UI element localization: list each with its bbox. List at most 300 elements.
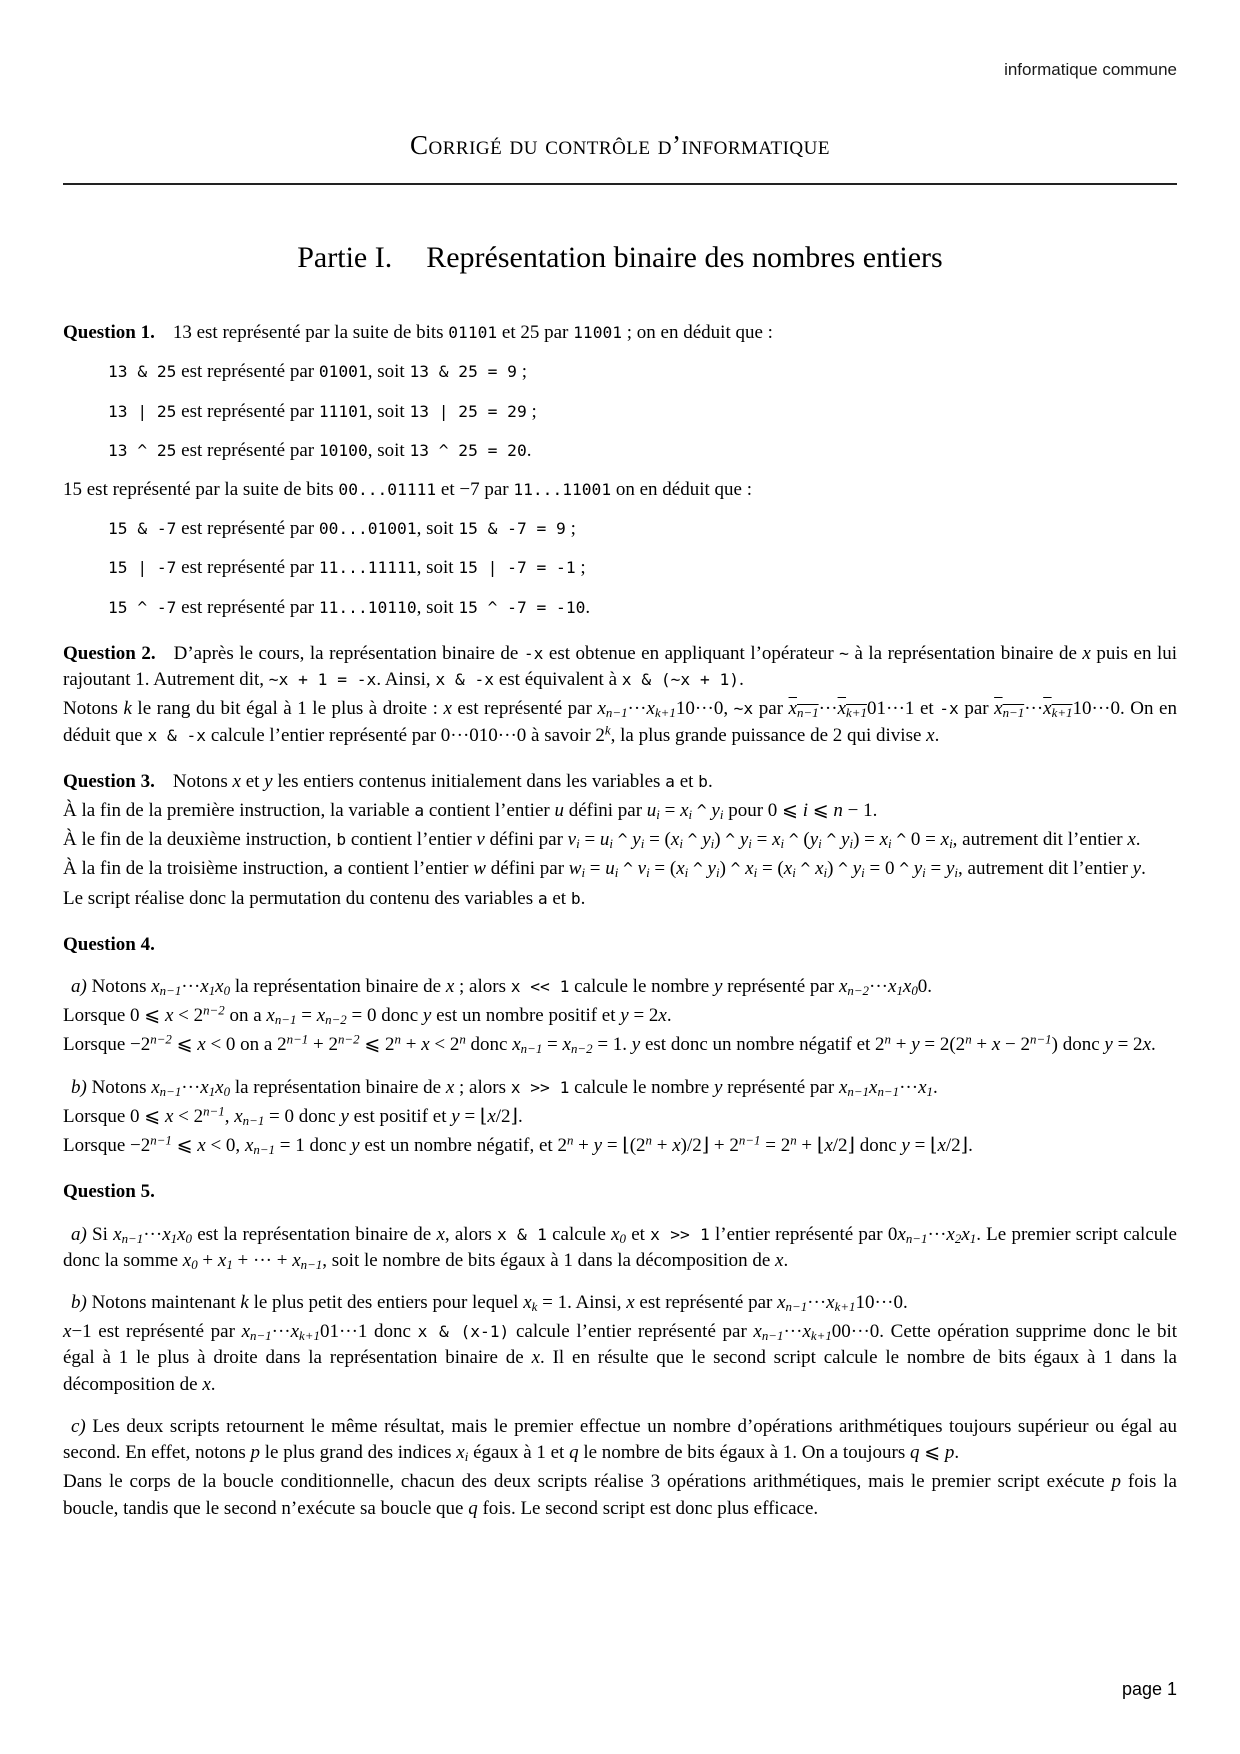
- math-var: n: [833, 799, 843, 821]
- math-subscript: n−2: [570, 1041, 593, 1057]
- math-var: y: [707, 858, 716, 880]
- math-var: x: [879, 829, 889, 851]
- math-var: x: [151, 1076, 160, 1098]
- math-var: v: [476, 829, 485, 851]
- math-var: y: [451, 1105, 460, 1127]
- question-1: Question 1. 13 est représenté par la suite de bits 01101 et 25 par 11001 ; on en déduit que :: [63, 322, 773, 344]
- inline-code: ^: [623, 859, 633, 879]
- math-var: x: [241, 1321, 250, 1343]
- math-subscript: n−1: [250, 1328, 272, 1344]
- math-var: y: [1132, 858, 1142, 880]
- math-var: x: [946, 1223, 955, 1245]
- math-var: x: [197, 1034, 206, 1056]
- q1-item-or-neg: 15 | -7 est représenté par 11...11111, soit 15 | -7 = -1 ;: [108, 557, 586, 579]
- math-var: y: [422, 1005, 432, 1027]
- math-subscript: i: [888, 836, 892, 852]
- math-var: y: [632, 829, 641, 851]
- math-var: x: [200, 976, 209, 998]
- math-var: x: [676, 858, 685, 880]
- math-var: y: [351, 1135, 360, 1157]
- inline-code: x & (~x + 1): [621, 670, 740, 690]
- q1-item-or: 13 | 25 est représenté par 11101, soit 13 | 25 = 29 ;: [108, 400, 537, 422]
- math-var: u: [554, 799, 564, 821]
- math-var: x: [445, 1076, 455, 1098]
- math-var: x: [777, 1292, 786, 1313]
- math-var: x: [487, 1105, 496, 1127]
- math-var: x: [926, 724, 935, 746]
- inline-code: ^: [899, 859, 909, 879]
- math-var: x: [436, 1223, 445, 1245]
- math-subscript: n−2: [847, 983, 870, 999]
- inline-code: b: [336, 830, 347, 850]
- inline-code: x & (x-1): [417, 1322, 510, 1342]
- inline-code: ^: [730, 859, 741, 879]
- math-superscript: n: [790, 1132, 797, 1148]
- math-var: x: [177, 1223, 186, 1245]
- q4-a: a) Notons $x_{n-1}\cdot\cdot\cdot x_1x_0$ la représentation binaire de x ; alors x << 1 calcule le nombre y représenté par $x_{n-2}\cdot\cdot\cdot x_1x_00$.: [71, 976, 933, 999]
- math-subscript: 1: [226, 1256, 233, 1272]
- math-var: x: [316, 1005, 326, 1027]
- inline-code: 00...01111: [338, 479, 437, 499]
- inline-code: x >> 1: [510, 1077, 570, 1097]
- math-var: x: [523, 1292, 532, 1313]
- math-var: y: [809, 829, 819, 851]
- math-var: y: [711, 799, 720, 821]
- math-var: x: [1043, 698, 1052, 720]
- math-subscript: 0: [911, 983, 918, 999]
- math-subscript: k: [531, 1299, 538, 1315]
- math-subscript: i: [954, 865, 959, 881]
- inline-code: 13 & 25 = 9: [409, 362, 517, 382]
- math-subscript: i: [581, 865, 586, 881]
- math-subscript: n−2: [325, 1012, 347, 1028]
- inline-code: ~x + 1 = -x: [268, 670, 377, 690]
- math-superscript: n: [394, 1031, 401, 1047]
- q5-a: a) Si $x_{n-1}\cdot\cdot\cdot x_1x_0$ est la représentation binaire de x, alors x & 1 calcule $x_0$ et x >> 1 l’entier représenté par $0x_{n-1}\cdot\cdot\cdot x_2x_1$. Le premier script calcule donc la somme $x_0 + x_1$ + ··· + $x_{n-1}$, soit le nombre de bits égaux à 1 dans la décomposition de x.: [63, 1223, 1177, 1272]
- inline-code: b: [698, 771, 708, 791]
- math-subscript: i: [792, 865, 796, 881]
- math-subscript: k+1: [834, 1299, 856, 1315]
- math-var: x: [292, 1249, 301, 1271]
- math-subscript: i: [780, 836, 785, 852]
- math-subscript: n−1: [796, 705, 819, 721]
- q4-b: b) Notons $x_{n-1}\cdot\cdot\cdot x_1x_0$ la représentation binaire de x ; alors x >> 1 calcule le nombre y représenté par $x_{n-1}x_{n-1}\cdot\cdot\cdot x_1$.: [71, 1076, 938, 1099]
- math-var: x: [994, 698, 1003, 720]
- math-superscript: k: [604, 721, 611, 737]
- inline-code: 11101: [318, 401, 368, 421]
- q3-line-3: À la fin de la troisième instruction, a contient l’entier w défini par $w_i = u_i$ ^ $v_i = (x_i$ ^ $y_i$) ^ $x_i = (x_i$ ^ $x_i$) ^ $y_i = 0$ ^ $y_i = y_i$, autrement dit l’entier y.: [63, 858, 1146, 881]
- math-var: x: [164, 1005, 174, 1027]
- math-var: x: [162, 1223, 171, 1245]
- math-var: x: [838, 976, 848, 998]
- math-var: w: [473, 858, 486, 880]
- math-var: x: [745, 858, 754, 880]
- math-subscript: i: [614, 865, 619, 881]
- inline-code: 13 ^ 25 = 20: [409, 440, 527, 460]
- math-subscript: n−1: [300, 1256, 323, 1272]
- math-var: x: [531, 1347, 540, 1369]
- math-var: y: [945, 858, 955, 880]
- math-var: x: [421, 1034, 430, 1056]
- math-superscript: n: [566, 1132, 574, 1148]
- math-subscript: n−1: [159, 1083, 182, 1099]
- math-subscript: i: [748, 836, 752, 852]
- question-2: Question 2. D’après le cours, la représentation binaire de -x est obtenue en appliquant l’opérateur ~ à la représentation binaire de x puis en lui rajoutant 1. Autrement dit, ~x + 1 = -x. Ainsi, x & -x est équivalent à x & (~x + 1).: [63, 642, 1178, 691]
- math-var: x: [1082, 642, 1091, 664]
- inline-code: ^: [826, 830, 837, 850]
- inline-code: -x: [523, 643, 544, 663]
- math-var: x: [200, 1076, 209, 1098]
- question-label: Question 5.: [63, 1181, 155, 1203]
- math-subscript: k+1: [1051, 705, 1073, 721]
- inline-code: x & -x: [435, 670, 495, 690]
- math-var: x: [164, 1105, 174, 1127]
- part-title: Représentation binaire des nombres entiers: [426, 240, 943, 274]
- q4-b-case-1: Lorsque 0 ⩽ $x < 2^{n-1}$, $x_{n-1} = 0$ donc y est positif et y = ⌊x/2⌋.: [63, 1103, 523, 1128]
- q1-item-and-neg: 15 & -7 est représenté par 00...01001, soit 15 & -7 = 9 ;: [108, 518, 576, 540]
- q1-item-xor-neg: 15 ^ -7 est représenté par 11...10110, soit 15 ^ -7 = -10.: [108, 596, 591, 618]
- question-label: Question 3.: [63, 770, 155, 792]
- math-var: x: [869, 1076, 878, 1098]
- inline-code: ^: [696, 800, 707, 820]
- math-var: x: [197, 1135, 206, 1157]
- math-var: x: [824, 1135, 833, 1157]
- math-subscript: i: [710, 836, 715, 852]
- inline-code: ^: [687, 830, 698, 850]
- math-subscript: n−1: [785, 1299, 808, 1315]
- math-var: x: [902, 976, 912, 998]
- math-var: u: [646, 799, 657, 821]
- math-var: k: [123, 698, 132, 720]
- math-var: x: [775, 1249, 784, 1271]
- math-var: k: [240, 1292, 249, 1313]
- math-subscript: n−1: [520, 1041, 543, 1057]
- math-var: x: [658, 1005, 667, 1027]
- math-subscript: i: [949, 836, 953, 852]
- math-var: x: [940, 829, 950, 851]
- math-var: x: [445, 976, 455, 998]
- math-subscript: i: [679, 836, 683, 852]
- running-header: informatique commune: [1004, 60, 1177, 79]
- math-var: y: [620, 1005, 629, 1027]
- math-subscript: k+1: [810, 1328, 832, 1344]
- inline-code: ~: [839, 643, 849, 663]
- math-var: x: [991, 1034, 1001, 1056]
- inline-code: ^: [896, 830, 907, 850]
- math-var: y: [631, 1034, 641, 1056]
- inline-code: 11001: [573, 323, 623, 343]
- math-subscript: i: [849, 836, 854, 852]
- q5-b-detail: x−1 est représenté par $x_{n-1}\cdot\cdot\cdot x_{k+1}01\cdot\cdot\cdot 1$ donc x & (x-1) calcule l’entier représenté par $x_{n-1}\cdot\cdot\cdot x_{k+1}00\cdot\cdot\cdot 0$. Cette opération supprime donc le bit égal à 1 le plus à droite dans la représentation binaire de x. Il en résulte que le second script calcule le nombre de bits égaux à 1 dans la décomposition de x.: [63, 1321, 1178, 1395]
- math-subscript: 0: [619, 1230, 626, 1246]
- math-var: a): [71, 976, 87, 998]
- question-label: Question 2.: [63, 642, 156, 664]
- math-var: b): [71, 1076, 87, 1098]
- math-var: y: [713, 976, 723, 998]
- math-subscript: k+1: [654, 705, 676, 721]
- math-var: x: [234, 1105, 243, 1127]
- math-var: x: [215, 976, 224, 998]
- math-var: p: [944, 1442, 955, 1464]
- math-var: p: [1111, 1471, 1121, 1493]
- math-var: q: [468, 1497, 478, 1519]
- math-superscript: n−2: [203, 1002, 225, 1018]
- math-superscript: n: [965, 1031, 972, 1047]
- inline-code: a: [537, 888, 548, 908]
- math-var: u: [599, 829, 610, 851]
- inline-code: 00...01001: [318, 519, 417, 539]
- math-subscript: 1: [896, 983, 903, 999]
- question-5: [63, 1179, 1177, 1205]
- math-subscript: i: [464, 1449, 469, 1465]
- inline-code: ^: [788, 830, 799, 850]
- math-subscript: n−1: [761, 1328, 784, 1344]
- inline-code: x << 1: [510, 977, 570, 997]
- math-subscript: i: [719, 807, 724, 823]
- math-var: q: [569, 1442, 579, 1464]
- inline-code: 15 ^ -7 = -10: [458, 597, 586, 617]
- math-var: q: [909, 1442, 920, 1464]
- math-var: y: [901, 1135, 910, 1157]
- inline-code: 01001: [318, 362, 368, 382]
- math-var: x: [63, 1321, 72, 1343]
- inline-code: 15 & -7 = 9: [458, 519, 566, 539]
- math-superscript: n−1: [286, 1031, 309, 1047]
- math-var: y: [702, 829, 711, 851]
- question-label: Question 1.: [63, 322, 155, 344]
- math-subscript: i: [753, 865, 758, 881]
- q3-line-1: À la fin de la première instruction, la variable a contient l’entier u défini par $u_i = x_i$ ^ $y_i$ pour 0 ⩽ i ⩽ n − 1.: [63, 799, 878, 823]
- math-subscript: i: [688, 807, 693, 823]
- math-var: x: [961, 1223, 970, 1245]
- math-var: x: [266, 1005, 275, 1027]
- math-superscript: n−1: [150, 1132, 172, 1148]
- q4-b-case-2: Lorsque $-2^{n-1}$ ⩽ x < 0, $x_{n-1} = 1$ donc y est un nombre négatif, et $2^n + y$ = $⌊(2^n$ + x)/2⌋ + $2^{n-1} = 2^n$ + ⌊x/2⌋ donc y = ⌊x/2⌋.: [63, 1132, 973, 1158]
- math-var: x: [1142, 1034, 1151, 1056]
- math-subscript: n−1: [274, 1012, 297, 1028]
- math-var: x: [753, 1321, 762, 1343]
- math-var: a): [71, 1223, 87, 1245]
- q4-a-case-2: Lorsque $-2^{n-2}$ ⩽ x < 0 on a $2^{n-1} + 2^{n-2}$ ⩽ $2^n + x < 2^n$ donc $x_{n-1} = x_{n-2} = 1$. y est donc un nombre négatif et $2^n + y = 2(2^n + x - 2^{n-1})$ donc y = 2x.: [63, 1031, 1156, 1057]
- math-subscript: 1: [208, 1083, 216, 1099]
- math-var: x: [838, 1076, 848, 1098]
- inline-code: ~x: [733, 699, 754, 719]
- part-heading: [63, 237, 1177, 278]
- math-subscript: 1: [969, 1230, 977, 1246]
- math-subscript: 1: [170, 1230, 178, 1246]
- inline-code: x & -x: [147, 725, 207, 745]
- inline-code: x & 1: [497, 1224, 547, 1244]
- math-var: x: [217, 1249, 227, 1271]
- inline-code: 13 | 25: [108, 401, 177, 421]
- math-var: y: [713, 1076, 723, 1098]
- q2-detail: Notons k le rang du bit égal à 1 le plus à droite : x est représenté par $x_{n-1}\cdot\cdot\cdot x_{k+1}10\cdot\cdot\cdot 0$, ~x par $x_{n-1}\cdot\cdot\cdot x_{k+1}01\cdot\cdot\cdot 1$ et -x par $x_{n-1}\cdot\cdot\cdot x_{k+1}10\cdot\cdot\cdot 0$. On en déduit que x & -x calcule l’entier représenté par 0···010···0 à savoir 2$^k$, la plus grande puissance de 2 qui divise x.: [63, 698, 1177, 746]
- question-4: [63, 932, 1177, 958]
- math-superscript: n: [645, 1132, 652, 1148]
- math-var: x: [562, 1034, 571, 1056]
- math-subscript: i: [861, 865, 865, 881]
- math-var: y: [852, 858, 862, 880]
- inline-code: 15 | -7 = -1: [458, 558, 576, 578]
- math-subscript: i: [823, 865, 828, 881]
- math-var: w: [568, 858, 582, 880]
- math-subscript: i: [656, 807, 660, 823]
- inline-code: ^: [725, 830, 736, 850]
- inline-code: x >> 1: [650, 1224, 710, 1244]
- math-var: x: [888, 976, 897, 998]
- math-var: x: [151, 976, 160, 998]
- math-var: x: [232, 770, 241, 792]
- math-superscript: n: [884, 1031, 891, 1047]
- math-var: x: [182, 1249, 192, 1271]
- math-subscript: n−1: [121, 1230, 144, 1246]
- math-var: y: [593, 1135, 603, 1157]
- inline-code: a: [414, 800, 425, 820]
- math-var: x: [815, 858, 824, 880]
- math-var: x: [937, 1135, 946, 1157]
- math-subscript: 0: [185, 1230, 192, 1246]
- math-var: x: [918, 1076, 927, 1098]
- question-label: Question 4.: [63, 933, 155, 955]
- math-var: y: [911, 1034, 920, 1056]
- math-subscript: 0: [191, 1256, 198, 1272]
- math-var: x: [215, 1076, 224, 1098]
- math-var: x: [443, 698, 452, 720]
- math-var: x: [290, 1321, 300, 1343]
- math-var: v: [567, 829, 577, 851]
- inline-code: 13 & 25: [108, 362, 177, 382]
- math-subscript: 1: [926, 1083, 933, 1099]
- math-subscript: 1: [208, 983, 216, 999]
- math-var: x: [670, 829, 680, 851]
- math-superscript: n−2: [150, 1031, 172, 1047]
- math-var: x: [113, 1223, 122, 1245]
- math-var: x: [826, 1292, 835, 1313]
- math-subscript: i: [818, 836, 822, 852]
- math-subscript: i: [609, 836, 614, 852]
- math-subscript: i: [684, 865, 689, 881]
- math-subscript: 2: [954, 1230, 962, 1246]
- math-var: y: [264, 770, 273, 792]
- inline-code: 11...11001: [513, 479, 612, 499]
- math-subscript: k+1: [846, 705, 867, 721]
- math-subscript: n−1: [253, 1142, 275, 1158]
- math-var: x: [788, 698, 797, 720]
- inline-code: 15 ^ -7: [108, 597, 177, 617]
- math-var: x: [802, 1321, 811, 1343]
- q5-c: c) Les deux scripts retournent le même résultat, mais le premier effectue un nombre d’opérations arithmétiques toujours supérieur ou égal au second. En effet, notons p le plus grand des indices $x_i$ égaux à 1 et q le nombre de bits égaux à 1. On a toujours q ⩽ p.: [63, 1415, 1177, 1465]
- math-subscript: i: [646, 865, 650, 881]
- inline-code: 13 | 25 = 29: [409, 401, 527, 421]
- math-var: y: [913, 858, 923, 880]
- inline-code: ^: [800, 859, 811, 879]
- math-var: x: [597, 698, 606, 720]
- math-superscript: n−1: [738, 1132, 761, 1148]
- math-var: y: [841, 829, 850, 851]
- math-subscript: n−1: [159, 983, 182, 999]
- math-var: y: [739, 829, 749, 851]
- math-superscript: n−1: [203, 1103, 225, 1119]
- math-overline: [1043, 698, 1072, 719]
- math-var: x: [202, 1373, 211, 1395]
- document-title: Corrigé du contrôle d’informatique: [410, 130, 830, 161]
- q1-item-xor: 13 ^ 25 est représenté par 10100, soit 13 ^ 25 = 20.: [108, 439, 532, 461]
- math-subscript: 0: [223, 1083, 231, 1099]
- math-var: x: [244, 1135, 254, 1157]
- math-subscript: n−1: [905, 1230, 928, 1246]
- inline-code: 15 & -7: [108, 519, 177, 539]
- q3-line-2: À le fin de la deuxième instruction, b contient l’entier v défini par $v_i = u_i$ ^ $y_i = (x_i$ ^ $y_i$) ^ $y_i = x_i$ ^ ($y_i$ ^ $y_i) = x_i$ ^ $0 = x_i$, autrement dit l’entier x.: [63, 829, 1141, 852]
- math-var: v: [637, 858, 647, 880]
- inline-code: -x: [939, 699, 959, 719]
- math-var: x: [646, 698, 655, 720]
- inline-code: ^: [617, 830, 628, 850]
- math-subscript: n−1: [877, 1083, 900, 1099]
- inline-code: a: [333, 859, 343, 879]
- inline-code: 01101: [448, 323, 498, 343]
- inline-code: 13 ^ 25: [108, 440, 177, 460]
- math-var: x: [512, 1034, 521, 1056]
- q5-c-conclusion: Dans le corps de la boucle conditionnelle, chacun des deux scripts réalise 3 opérations arithmétiques, mais le premier script exécute p fois la boucle, tandis que le second n’exécute sa boucle que q fois. Le second script est donc plus efficace.: [63, 1471, 1177, 1519]
- q1-second-intro: 15 est représenté par la suite de bits 00...01111 et −7 par 11...11001 on en déduit que :: [63, 478, 752, 500]
- page-number: page 1: [1121, 1679, 1177, 1700]
- q1-item-and: 13 & 25 est représenté par 01001, soit 13 & 25 = 9 ;: [108, 361, 527, 383]
- math-subscript: n−1: [605, 705, 628, 721]
- math-var: x: [837, 698, 847, 720]
- math-var: i: [802, 799, 808, 821]
- title-rule: [63, 183, 1177, 185]
- inline-code: ^: [838, 859, 848, 879]
- math-subscript: n−1: [242, 1113, 265, 1128]
- math-var: x: [456, 1442, 465, 1464]
- inline-code: ^: [693, 859, 703, 879]
- inline-code: 11...10110: [318, 597, 417, 617]
- math-subscript: i: [576, 836, 580, 852]
- math-var: x: [783, 858, 793, 880]
- math-var: x: [680, 799, 689, 821]
- inline-code: 15 | -7: [108, 558, 177, 578]
- math-var: x: [897, 1223, 906, 1245]
- math-var: c): [71, 1415, 86, 1437]
- q3-conclusion: Le script réalise donc la permutation du contenu des variables a et b.: [63, 887, 586, 909]
- inline-code: b: [570, 888, 581, 908]
- math-subscript: i: [922, 865, 926, 881]
- math-subscript: k+1: [299, 1328, 320, 1344]
- math-var: x: [1127, 829, 1136, 851]
- math-overline: [994, 698, 1024, 719]
- part-label: Partie I.: [297, 240, 393, 274]
- math-overline: [838, 698, 867, 719]
- question-3: Question 3. Notons x et y les entiers contenus initialement dans les variables a et b.: [63, 770, 713, 792]
- math-subscript: n−1: [1002, 705, 1025, 721]
- inline-code: a: [665, 771, 675, 791]
- math-subscript: n−1: [847, 1083, 870, 1099]
- math-var: y: [1104, 1034, 1113, 1056]
- math-subscript: i: [715, 865, 720, 881]
- math-superscript: n: [459, 1031, 466, 1047]
- math-subscript: i: [640, 836, 645, 852]
- math-var: x: [672, 1135, 681, 1157]
- math-var: b): [71, 1292, 87, 1313]
- math-superscript: n−2: [337, 1031, 360, 1047]
- math-subscript: 0: [223, 983, 231, 999]
- math-var: x: [626, 1292, 635, 1313]
- math-var: x: [611, 1223, 620, 1245]
- math-superscript: n−1: [1030, 1031, 1052, 1047]
- math-overline: [789, 698, 819, 719]
- math-var: y: [340, 1105, 349, 1127]
- q4-a-case-1: Lorsque 0 ⩽ $x < 2^{n-2}$ on a $x_{n-1} = x_{n-2} = 0$ donc y est un nombre positif et y = 2x.: [63, 1002, 672, 1028]
